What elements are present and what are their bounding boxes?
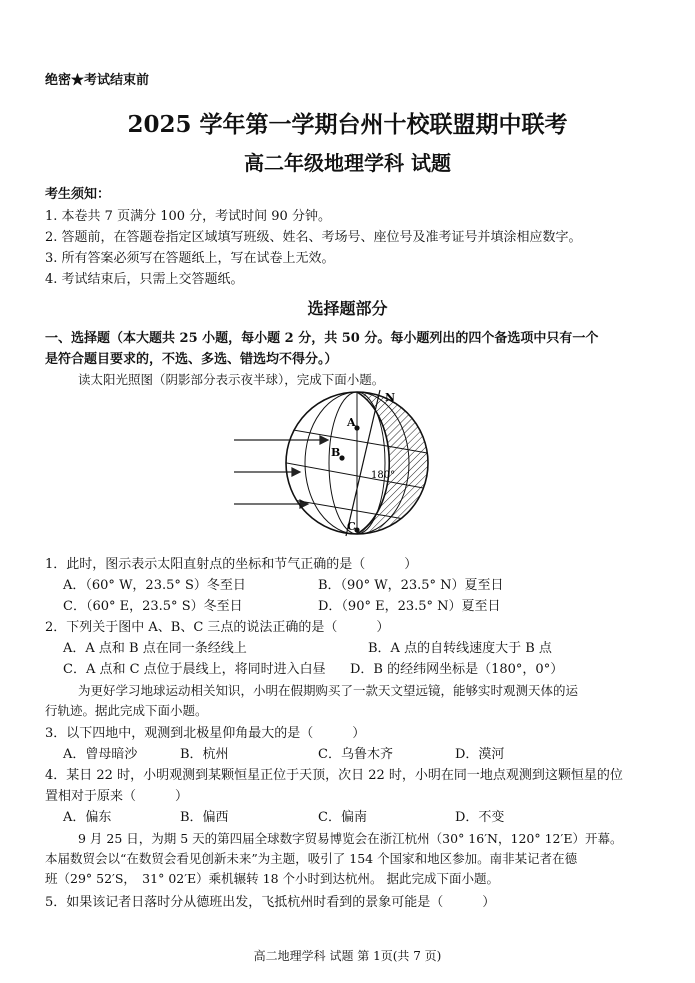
q4-stem-line1: 4．某日 22 时，小明观测到某颗恒星正位于天顶，次日 22 时，小明在同一地点观测到这颗恒星的位 — [45, 768, 623, 783]
q1-option-d: D．（90° E，23.5° N）夏至日 — [318, 599, 501, 614]
exam-subtitle: 高二年级地理学科 试题 — [244, 151, 451, 175]
label-a: A — [347, 416, 356, 429]
q4-option-a: A．偏东 — [63, 810, 112, 825]
notice-item-3: 3. 所有答案必须写在答题纸上，写在试卷上无效。 — [45, 251, 335, 266]
passage-3-line3: 班（29° 52′S， 31° 02′E）乘机辗转 18 个小时到达杭州。 据此完成下面小题。 — [45, 871, 500, 886]
q4-option-c: C．偏南 — [318, 810, 367, 825]
passage-3-line2: 本届数贸会以“在数贸会看见创新未来”为主题，吸引了 154 个国家和地区参加。南非某记者在德 — [45, 851, 578, 866]
notice-item-4: 4. 考试结束后，只需上交答题纸。 — [45, 272, 244, 287]
q2-option-c: C．A 点和 C 点位于晨线上，将同时进入白昼 — [63, 662, 326, 677]
q1-option-b: B．（90° W，23.5° N）夏至日 — [318, 578, 504, 593]
q2-option-d: D．B 的经纬网坐标是（180°，0°） — [350, 662, 564, 677]
q3-option-b: B．杭州 — [180, 747, 229, 762]
q3-option-d: D．漠河 — [455, 747, 505, 762]
q2-option-a: A．A 点和 B 点在同一条经线上 — [63, 641, 247, 656]
notice-item-2: 2. 答题前，在答题卷指定区域填写班级、姓名、考场号、座位号及准考证号并填涂相应数字。 — [45, 230, 582, 245]
passage-2-line2: 行轨迹。据此完成下面小题。 — [45, 703, 208, 718]
passage-1: 读太阳光照图（阴影部分表示夜半球），完成下面小题。 — [78, 372, 385, 387]
q3-stem: 3．以下四地中，观测到北极星仰角最大的是（ ） — [45, 726, 366, 741]
q2-stem: 2．下列关于图中 A、B、C 三点的说法正确的是（ ） — [45, 620, 390, 635]
q4-option-b: B．偏西 — [180, 810, 229, 825]
section-title: 选择题部分 — [307, 299, 388, 318]
section-intro-line2: 是符合题目要求的，不选、多选、错选均不得分。） — [45, 352, 338, 367]
label-c: C — [347, 520, 356, 533]
exam-title: 2025 学年第一学期台州十校联盟期中联考 — [127, 111, 568, 138]
label-180: 180° — [371, 470, 396, 481]
q3-option-a: A．曾母暗沙 — [63, 747, 138, 762]
sun-ray-arrows — [234, 436, 328, 508]
q1-option-a: A．（60° W，23.5° S）冬至日 — [63, 578, 246, 593]
passage-2-line1: 为更好学习地球运动相关知识，小明在假期购买了一款天文望远镜，能够实时观测天体的运 — [78, 683, 579, 698]
q4-option-d: D．不变 — [455, 810, 505, 825]
notice-item-1: 1. 本卷共 7 页满分 100 分，考试时间 90 分钟。 — [45, 209, 331, 224]
q5-stem: 5．如果该记者日落时分从德班出发，飞抵杭州时看到的景象可能是（ ） — [45, 895, 496, 910]
q1-stem: 1．此时，图示表示太阳直射点的坐标和节气正确的是（ ） — [45, 557, 418, 572]
confidential-label: 绝密★考试结束前 — [45, 73, 150, 88]
q2-option-b: B．A 点的自转线速度大于 B 点 — [368, 641, 552, 656]
sunlight-globe-diagram — [230, 388, 445, 538]
page-footer: 高二地理学科 试题 第 1页(共 7 页) — [253, 949, 442, 963]
q3-option-c: C．乌鲁木齐 — [318, 747, 393, 762]
section-intro-line1: 一、选择题（本大题共 25 小题，每小题 2 分，共 50 分。每小题列出的四个备选项中只有一个 — [45, 331, 599, 346]
notice-heading: 考生须知： — [45, 187, 111, 202]
q1-option-c: C．（60° E，23.5° S）冬至日 — [63, 599, 243, 614]
passage-3-line1: 9 月 25 日，为期 5 天的第四届全球数字贸易博览会在浙江杭州（30° 16′N，120° 12′E）开幕。 — [78, 831, 623, 846]
q4-stem-line2: 置相对于原来（ ） — [45, 789, 189, 804]
label-b: B — [331, 446, 341, 459]
label-n: N — [385, 391, 396, 404]
